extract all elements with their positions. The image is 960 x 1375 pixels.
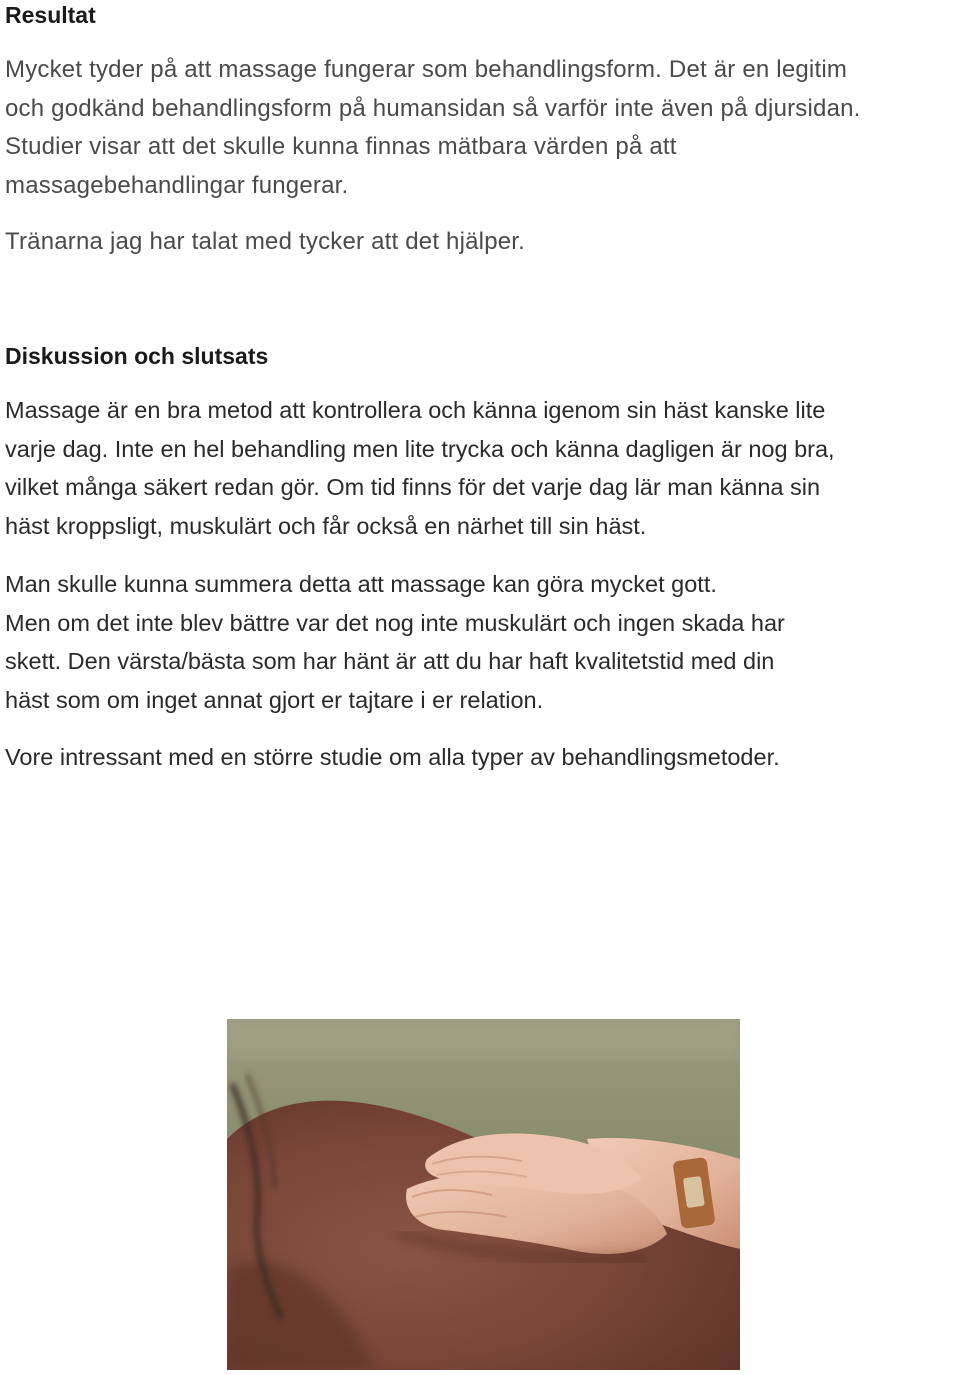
results-paragraph-2 bbox=[5, 223, 957, 262]
text-line: Studier visar att det skulle kunna finnas mätbara värden på att bbox=[5, 133, 677, 160]
text-line: massagebehandlingar fungerar. bbox=[5, 171, 349, 199]
text-line: varje dag. Inte en hel behandling men lite trycka och känna dagligen är nog bra, bbox=[5, 435, 835, 462]
text-line: Vore intressant med en större studie om alla typer av behandlingsmetoder. bbox=[5, 744, 780, 770]
text-line: Mycket tyder på att massage fungerar som behandlingsform. Det är en legitim bbox=[5, 56, 848, 83]
text-line: häst som om inget annat gjort er tajtare i er relation. bbox=[5, 686, 544, 713]
discussion-paragraph-3 bbox=[5, 738, 957, 777]
text-line: Tränarna jag har talat med tycker att det hjälper. bbox=[5, 228, 526, 255]
section-heading-discussion: Diskussion och slutsats bbox=[5, 343, 269, 369]
text-line: häst kroppsligt, muskulärt och får också en närhet till sin häst. bbox=[5, 512, 647, 539]
text-line: skett. Den värsta/bästa som har hänt är att du har haft kvalitetstid med din bbox=[5, 648, 775, 674]
results-paragraph-1 bbox=[5, 51, 957, 205]
text-line: Man skulle kunna summera detta att massage kan göra mycket gott. bbox=[5, 571, 717, 597]
photo-background-sky bbox=[227, 1019, 740, 1059]
discussion-paragraph-1 bbox=[5, 391, 957, 545]
discussion-paragraph-2 bbox=[5, 565, 957, 719]
section-heading-results: Resultat bbox=[5, 2, 96, 28]
horse-massage-photo bbox=[227, 1019, 740, 1370]
text-line: vilket många säkert redan gör. Om tid finns för det varje dag lär man känna sin bbox=[5, 474, 821, 500]
text-line: Men om det inte blev bättre var det nog inte muskulärt och ingen skada har bbox=[5, 609, 785, 636]
text-line: Massage är en bra metod att kontrollera och känna igenom sin häst kanske lite bbox=[5, 397, 826, 423]
text-line: och godkänd behandlingsform på humansidan så varför inte även på djursidan. bbox=[5, 94, 861, 122]
